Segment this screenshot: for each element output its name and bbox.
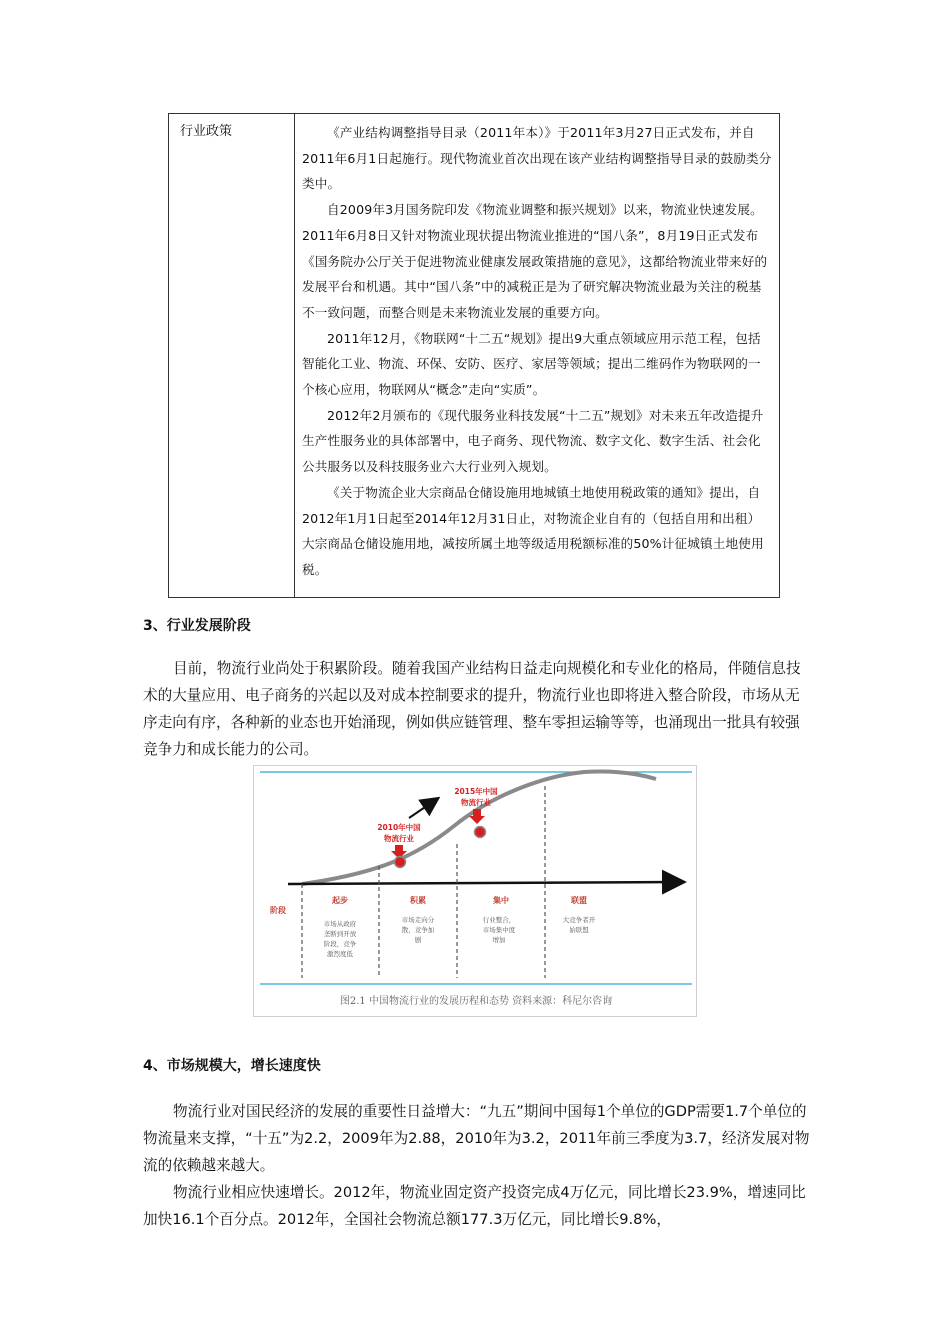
stage-3-desc-3: 增加	[492, 936, 506, 944]
table-divider	[294, 114, 295, 597]
policy-paragraph-3: 2011年12月，《物联网“十二五“规划》提出9大重点领域应用示范工程，包括智能化工业、物流、环保、安防、医疗、家居等领域；提出二维码作为物联网的一个核心应用，物联网从“概念”走向“实质”。	[302, 330, 761, 398]
section-3-paragraph: 目前，物流行业尚处于积累阶段。随着我国产业结构日益走向规模化和专业化的格局，伴随信息技术的大量应用、电子商务的兴起以及对成本控制要求的提升，物流行业也即将进入整合阶段，市场从无序走向有序，各种新的业态也开始涌现，例如供应链管理、整车零担运输等等，也涌现出一批具有较强竞争力和成长能力的公司。	[143, 660, 801, 758]
section-4-paragraph-1: 物流行业对国民经济的发展的重要性日益增大：“九五”期间中国每1个单位的GDP需要1.7个单位的物流量来支撑，“十五”为2.2，2009年为2.88，2010年为3.2，2011年前三季度为3.7，经济发展对物流的依赖越来越大。	[143, 1103, 810, 1174]
marker-2015-dot	[475, 827, 486, 838]
policy-paragraph-1: 《产业结构调整指导目录（2011年本）》于2011年3月27日正式发布，并自2011年6月1日起施行。现代物流业首次出现在该产业结构调整指导目录的鼓励类分类中。	[302, 125, 772, 192]
stage-diagram	[254, 766, 698, 1018]
stage-1-desc-3: 阶段，竞争	[323, 940, 357, 948]
section-3-body	[143, 655, 810, 763]
marker-2015-line2: 物流行业	[461, 798, 491, 807]
stage-2-desc-3: 剧	[414, 936, 422, 944]
policy-paragraph-5: 《关于物流企业大宗商品仓储设施用地城镇土地使用税政策的通知》提出，自2012年1月1日起至2014年12月31日止，对物流企业自有的（包括自用和出租）大宗商品仓储设施用地，减按所属土地等级适用税额标准的50%计征城镇土地使用税。	[302, 484, 764, 577]
stage-2-desc-2: 散，竞争加	[401, 926, 435, 934]
stage-1-desc-2: 垄断到开放	[323, 930, 357, 938]
marker-2010-line2: 物流行业	[384, 834, 414, 843]
figure-caption: 图2.1 中国物流行业的发展历程和态势 资料来源：科尼尔咨询	[339, 996, 613, 1007]
section-4-body	[143, 1098, 810, 1233]
table-cell-content	[302, 120, 772, 583]
stage-4-desc-2: 始联盟	[569, 926, 589, 934]
stage-name-3: 集中	[493, 896, 509, 905]
policy-paragraph-4: 2012年2月颁布的《现代服务业科技发展“十二五”规划》对未来五年改造提升生产性服务业的具体部署中，电子商务、现代物流、数字文化、数字生活、社会化公共服务以及科技服务业六大行业列入规划。	[302, 407, 764, 475]
table-row-label: 行业政策	[180, 124, 233, 139]
stage-1-desc-1: 市场从政府	[323, 920, 357, 928]
stage-3-desc-2: 市场集中度	[482, 926, 516, 934]
stage-4-desc-1: 大竞争者开	[562, 916, 596, 924]
policy-table	[168, 113, 780, 598]
policy-paragraph-2: 自2009年3月国务院印发《物流业调整和振兴规划》以来，物流业快速发展。2011年6月8日又针对物流业现状提出物流业推进的“国八条”，8月19日正式发布《国务院办公厅关于促进物流业健康发展政策措施的意见》，这都给物流业带来好的发展平台和机遇。其中“国八条”中的减税正是为了研究解决物流业最为关注的税基不一致问题，而整合则是未来物流业发展的重要方向。	[302, 202, 768, 320]
stage-name-1: 起步	[332, 896, 348, 905]
section-heading-4: 4、市场规模大，增长速度快	[143, 1058, 321, 1074]
marker-2015-line1: 2015年中国	[454, 787, 498, 796]
section-4-paragraph-2: 物流行业相应快速增长。2012年，物流业固定资产投资完成4万亿元，同比增长23.9%，增速同比加快16.1个百分点。2012年，全国社会物流总额177.3万亿元，同比增长9.8%，	[143, 1184, 806, 1228]
marker-2010-dot	[395, 857, 406, 868]
section-heading-3: 3、行业发展阶段	[143, 618, 251, 634]
stage-name-2: 积累	[410, 896, 426, 905]
stage-3-desc-1: 行业整合，	[482, 916, 516, 924]
development-stage-figure	[253, 765, 697, 1017]
stage-name-4: 联盟	[571, 896, 587, 905]
stage-2-desc-1: 市场走向分	[401, 916, 435, 924]
stage-1-desc-4: 激烈度低	[327, 950, 353, 958]
stage-axis-label: 阶段	[270, 906, 286, 915]
trend-arrow	[409, 799, 437, 818]
timeline-axis	[288, 882, 682, 884]
marker-2010-line1: 2010年中国	[377, 823, 421, 832]
